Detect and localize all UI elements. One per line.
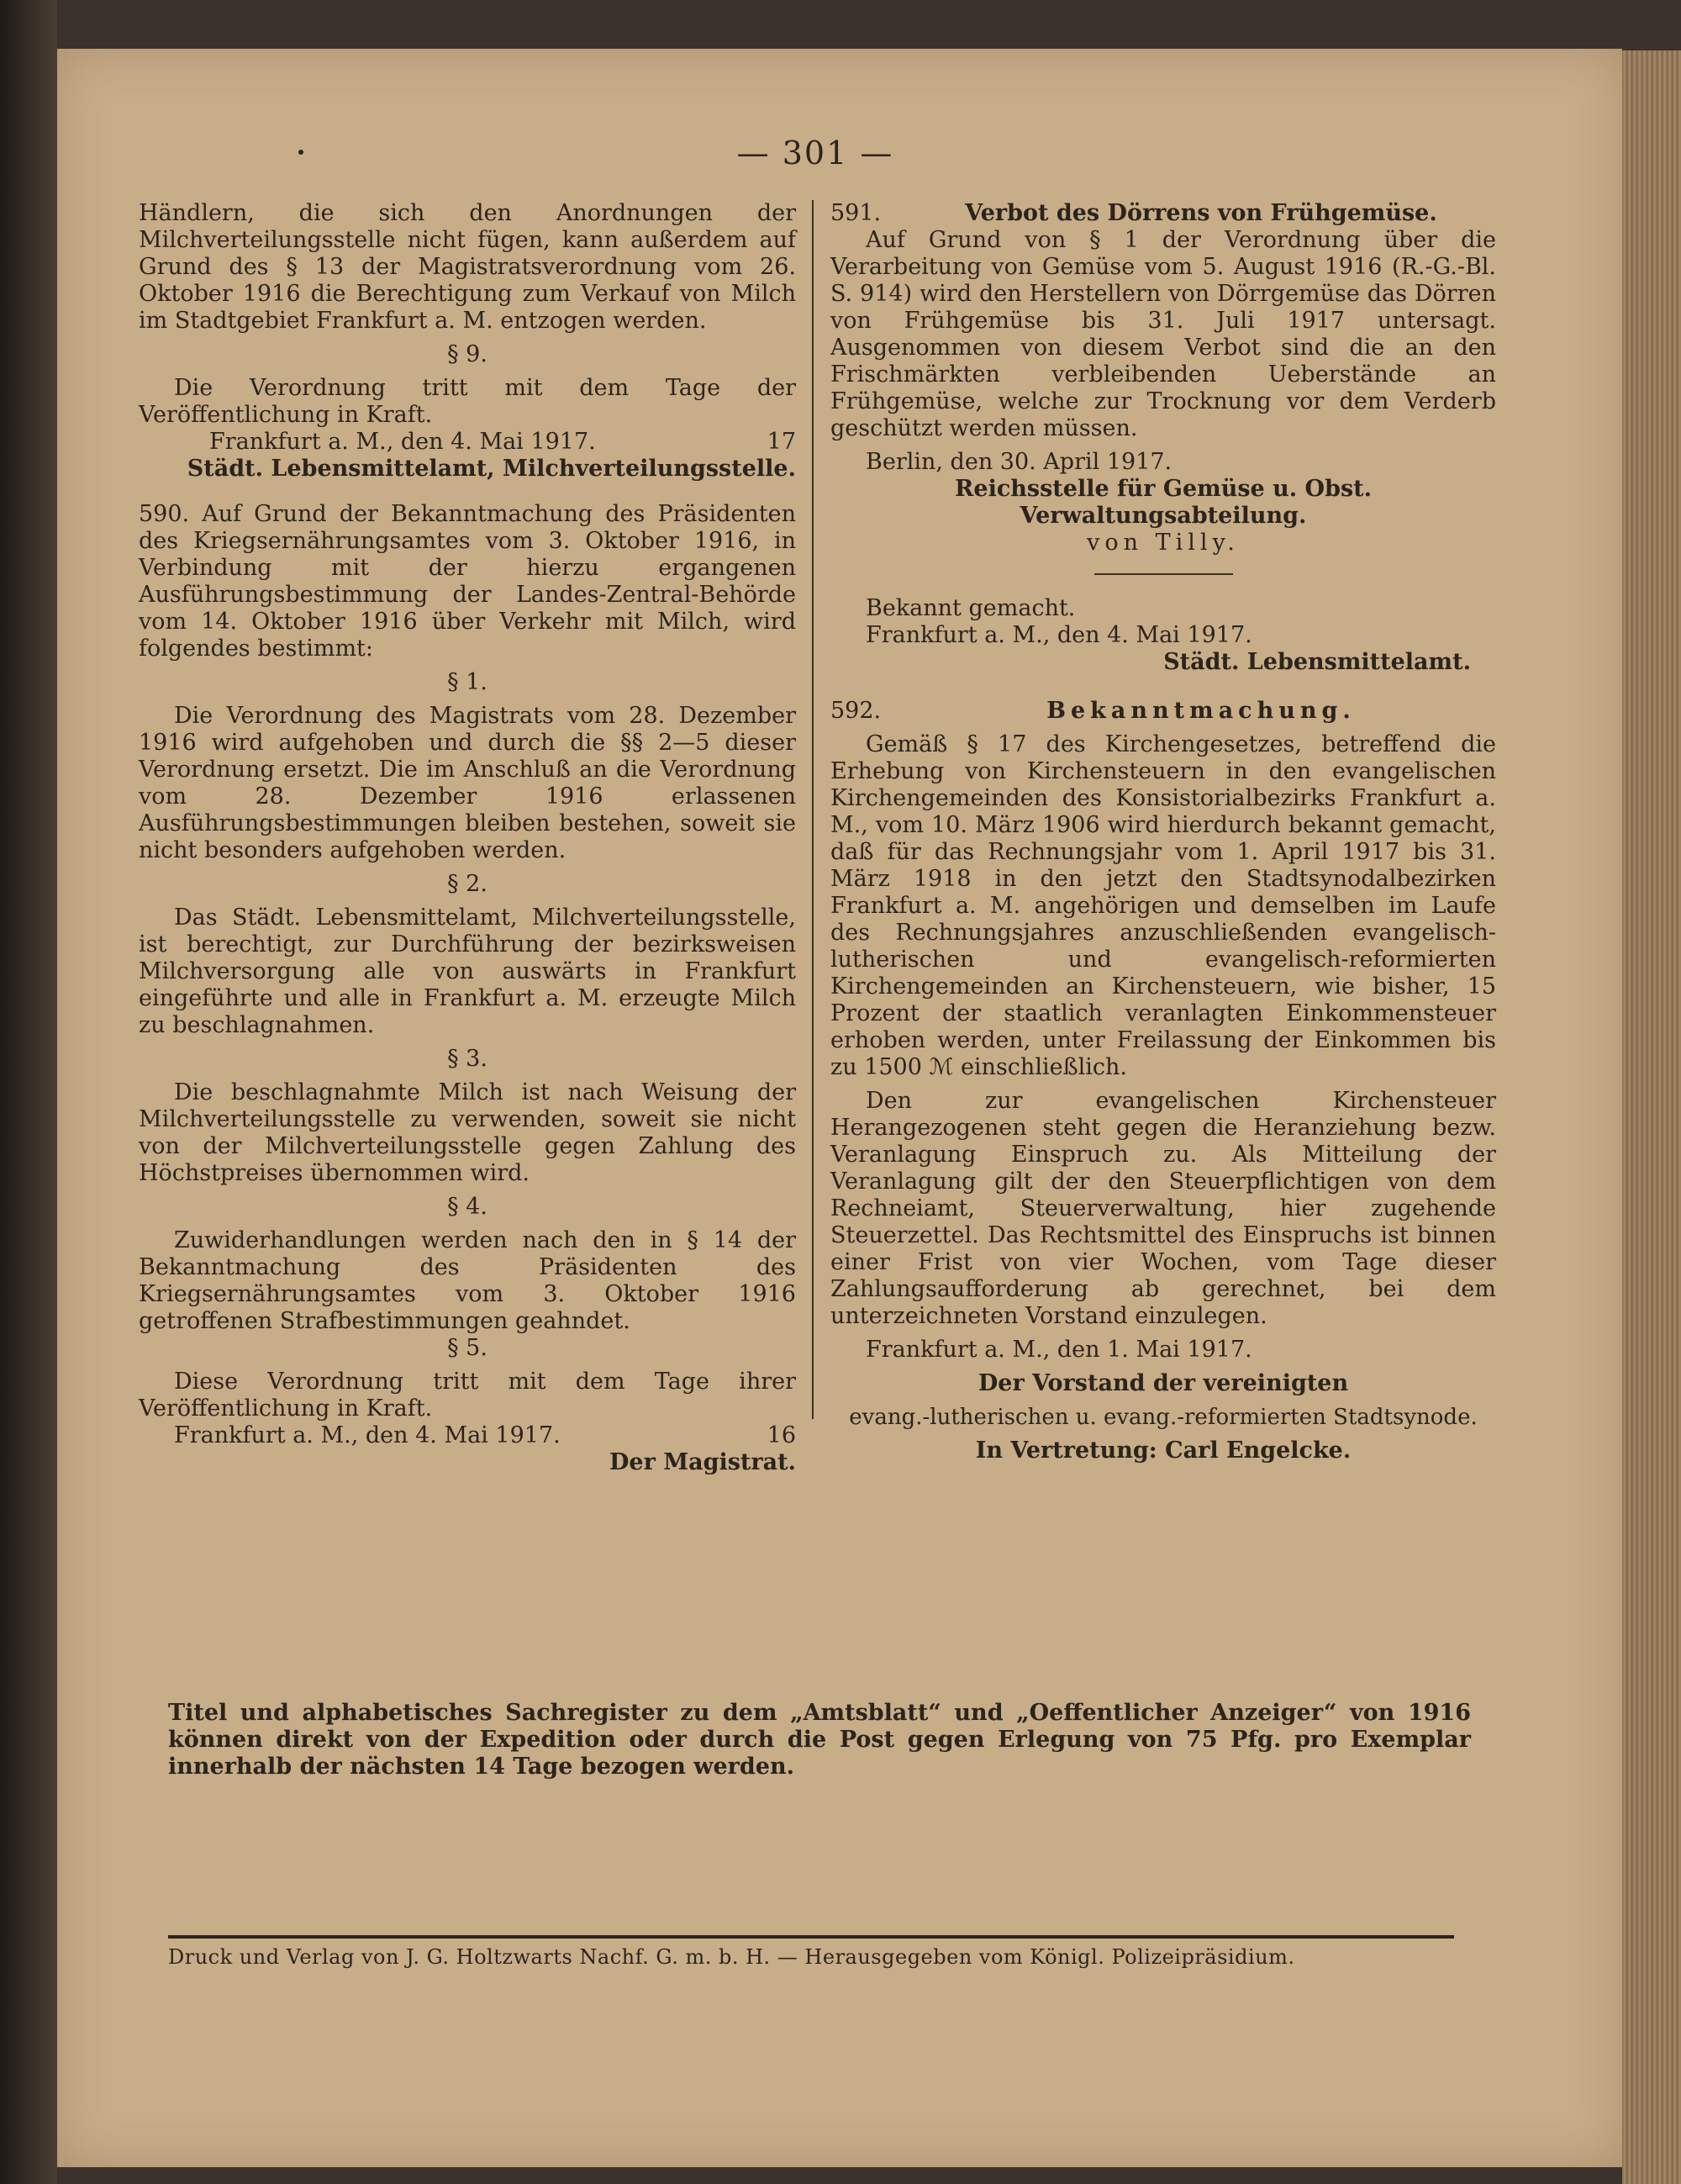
section-heading: § 2. bbox=[447, 871, 487, 897]
left-column bbox=[139, 200, 796, 1476]
entry-heading-592 bbox=[830, 698, 1496, 725]
paragraph: Gemäß § 17 des Kirchengesetzes, betreffend die Erhebung von Kirchensteuern in den evangelischen Kirchengemeinden des Konsistorialbezirks Frankfurt a. M., vom 10. März 1906 wird hierdurch bekannt gemacht, daß für das Rechnungsjahr vom 1. April 1917 bis 31. März 1918 in den jetzt den Stadtsynodalbezirken Frankfurt a. M. angehörigen und demselben im Laufe des Rechnungsjahres anzuschließenden evangelisch-lutherischen und evangelisch-reformierten Kirchengemeinden an Kirchensteuern, wie bisher, 15 Prozent der staatlich veranlagten Einkommensteuer erhoben werden, unter Freilassung der Einkommen bis zu 1500 ℳ einschließlich. bbox=[830, 731, 1496, 1080]
dateline: Frankfurt a. M., den 1. Mai 1917. bbox=[866, 1337, 1252, 1363]
entry-number: 17 bbox=[767, 429, 796, 455]
entry-number: 591. bbox=[830, 200, 882, 226]
entry-heading-591 bbox=[830, 200, 1496, 227]
dateline-row bbox=[139, 1422, 796, 1449]
paragraph: Das Städt. Lebensmittelamt, Milchverteilungsstelle, ist berechtigt, zur Durchführung der bezirksweisen Milchversorgung alle von auswärts in Frankfurt eingeführte und alle in Frankfurt a. M. erzeugte Milch zu beschlagnahmen. bbox=[139, 905, 796, 1038]
paragraph: Zuwiderhandlungen werden nach den in § 14 der Bekanntmachung des Präsidenten des Kriegsernährungsamtes vom 3. Oktober 1916 getroffenen Strafbestimmungen geahndet. bbox=[139, 1227, 796, 1334]
dateline: Frankfurt a. M., den 4. Mai 1917. bbox=[866, 622, 1252, 648]
entry-title: Bekanntmachung. bbox=[1046, 698, 1356, 724]
dateline: Frankfurt a. M., den 4. Mai 1917. bbox=[174, 1422, 561, 1448]
notice-line: Bekannt gemacht. bbox=[866, 595, 1076, 621]
dateline: Frankfurt a. M., den 4. Mai 1917. bbox=[209, 429, 596, 455]
paragraph-590: 590. Auf Grund der Bekanntmachung des Präsidenten des Kriegsernährungsamtes vom 3. Oktober 1916, in Verbindung mit der hierzu ergangenen Ausführungsbestimmung der Landes-Zentral-Behörde vom 14. Oktober 1916 über Verkehr mit Milch, wird folgendes bestimmt: bbox=[139, 501, 796, 662]
separator-rule bbox=[1094, 573, 1233, 575]
paragraph: Auf Grund von § 1 der Verordnung über die Verarbeitung von Gemüse vom 5. August 1916 (R.-G.-Bl. S. 914) wird den Herstellern von Dörrgemüse das Dörren von Frühgemüse bis 31. Juli 1917 untersagt. Ausgenommen von diesem Verbot sind die an den Frischmärkten verbleibenden Ueberstände an Frühgemüse, welche zur Trocknung vor dem Verderb geschützt werden müssen. bbox=[830, 227, 1496, 441]
page-edges bbox=[1622, 50, 1681, 2184]
section-heading: § 3. bbox=[447, 1046, 487, 1072]
section-heading: § 4. bbox=[447, 1194, 487, 1220]
signature-name: von Tilly. bbox=[1087, 530, 1240, 556]
dateline: Berlin, den 30. April 1917. bbox=[866, 449, 1172, 475]
entry-number: 16 bbox=[767, 1422, 796, 1448]
signature: Städt. Lebensmittelamt, Milchverteilungsstelle. bbox=[187, 456, 796, 482]
imprint-footer: Druck und Verlag von J. G. Holtzwarts Nachf. G. m. b. H. — Herausgegeben vom Königl. Polizeipräsidium. bbox=[168, 1945, 1295, 1969]
paragraph: Händlern, die sich den Anordnungen der Milchverteilungsstelle nicht fügen, kann außerdem auf Grund des § 13 der Magistratsverordnung vom 26. Oktober 1916 die Berechtigung zum Verkauf von Milch im Stadtgebiet Frankfurt a. M. entzogen werden. bbox=[139, 200, 796, 334]
signature: evang.-lutherischen u. evang.-reformierten Stadtsynode. bbox=[849, 1405, 1478, 1430]
section-heading: § 5. bbox=[447, 1335, 487, 1361]
signature: Der Magistrat. bbox=[609, 1449, 796, 1475]
column-divider bbox=[812, 200, 814, 1419]
entry-number: 592. bbox=[830, 698, 882, 724]
paragraph: Die Verordnung des Magistrats vom 28. Dezember 1916 wird aufgehoben und durch die §§ 2—5 dieser Verordnung ersetzt. Die im Anschluß an die Verordnung vom 28. Dezember 1916 erlassenen Ausführungsbestimmungen bleiben bestehen, soweit sie nicht besonders aufgehoben werden. bbox=[139, 703, 796, 863]
entry-title: Verbot des Dörrens von Frühgemüse. bbox=[965, 200, 1437, 226]
page-number: — 301 — bbox=[736, 135, 894, 171]
dateline-row bbox=[139, 429, 796, 456]
signature: Reichsstelle für Gemüse u. Obst. Verwaltungsabteilung. bbox=[954, 476, 1373, 529]
signature: Städt. Lebensmittelamt. bbox=[1163, 649, 1471, 675]
paragraph: Die Verordnung tritt mit dem Tage der Veröffentlichung in Kraft. bbox=[139, 375, 796, 428]
right-column bbox=[830, 200, 1496, 1464]
footer-rule bbox=[168, 1935, 1454, 1939]
section-heading: § 1. bbox=[447, 669, 487, 695]
section-heading: § 9. bbox=[447, 341, 487, 367]
signature: Der Vorstand der vereinigten bbox=[978, 1370, 1349, 1396]
paragraph: Diese Verordnung tritt mit dem Tage ihrer Veröffentlichung in Kraft. bbox=[139, 1369, 796, 1422]
register-notice: Titel und alphabetisches Sachregister zu dem „Amtsblatt“ und „Oeffentlicher Anzeiger“ von 1916 können direkt von der Expedition oder durch die Post gegen Erlegung von 75 Pfg. pro Exemplar innerhalb der nächsten 14 Tage bezogen werden. bbox=[168, 1700, 1471, 1780]
ink-dot bbox=[298, 150, 303, 155]
binding-shadow bbox=[0, 0, 57, 2184]
paragraph: Den zur evangelischen Kirchensteuer Herangezogenen steht gegen die Heranziehung bezw. Veranlagung Einspruch zu. Als Mitteilung der Veranlagung gilt der den Steuerpflichtigen von dem Rechneiamt, Steuerverwaltung, hier zugehende Steuerzettel. Das Rechtsmittel des Einspruchs ist binnen einer Frist von vier Wochen, vom Tage dieser Zahlungsaufforderung ab gerechnet, bei dem unterzeichneten Vorstand einzulegen. bbox=[830, 1088, 1496, 1329]
signature: In Vertretung: Carl Engelcke. bbox=[975, 1438, 1352, 1464]
paragraph: Die beschlagnahmte Milch ist nach Weisung der Milchverteilungsstelle zu verwenden, soweit sie nicht von der Milchverteilungsstelle gegen Zahlung des Höchstpreises übernommen wird. bbox=[139, 1079, 796, 1186]
